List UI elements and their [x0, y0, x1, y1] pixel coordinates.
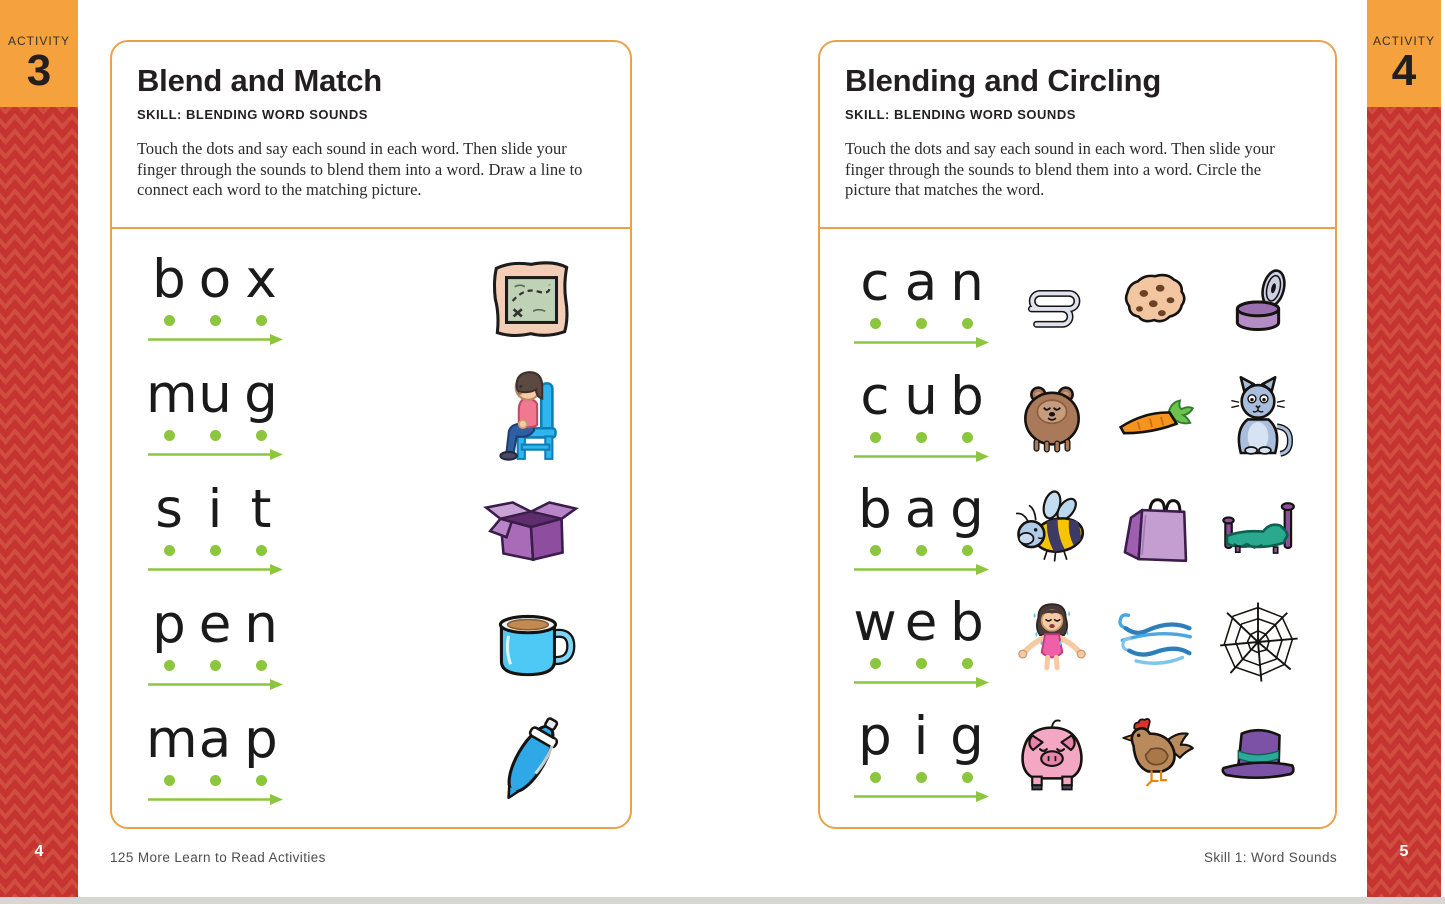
- sound-dots: [852, 772, 990, 783]
- blend-arrow-icon[interactable]: [852, 334, 990, 348]
- instructions: Touch the dots and say each sound in each word. Then slide your finger through the sounds to blend them into a word. Draw a line to connect each word to the matching picture.: [137, 139, 583, 200]
- dot-cell: [238, 545, 284, 556]
- girl-on-chair-picture[interactable]: [480, 363, 582, 465]
- word-letters: [146, 479, 284, 540]
- sound-dot[interactable]: [164, 775, 175, 786]
- word-letters: [852, 252, 990, 314]
- dot-cell: [238, 775, 284, 786]
- dot-cell: [146, 775, 192, 786]
- dot-cell: [944, 545, 990, 556]
- sound-dot[interactable]: [962, 658, 973, 669]
- sound-dot[interactable]: [870, 432, 881, 443]
- sound-dot[interactable]: [916, 432, 927, 443]
- right-edge-band: [1367, 0, 1441, 897]
- sound-dot[interactable]: [256, 315, 267, 326]
- letter: p: [244, 709, 278, 770]
- word-letters: [146, 364, 284, 425]
- letter: c: [860, 252, 890, 314]
- dot-cell: [852, 432, 898, 443]
- pig-picture[interactable]: [1009, 710, 1095, 802]
- letter: g: [244, 364, 278, 425]
- activity-tab-label: ACTIVITY: [1372, 34, 1435, 48]
- sound-dot[interactable]: [210, 775, 221, 786]
- dot-cell: [852, 772, 898, 783]
- sound-dot[interactable]: [870, 658, 881, 669]
- sound-dots: [852, 318, 990, 329]
- dot-cell: [146, 660, 192, 671]
- letter: u: [198, 364, 232, 425]
- treasure-map-picture[interactable]: [480, 248, 582, 350]
- word-box: [146, 249, 284, 345]
- instructions: Touch the dots and say each sound in each word. Then slide your finger through the sounds to blend them into a word. Circle the picture that matches the word.: [845, 139, 1275, 200]
- activity-tab-number: 4: [1391, 46, 1417, 95]
- letter: m: [146, 364, 198, 425]
- word-sit: [146, 479, 284, 575]
- sound-dot[interactable]: [962, 545, 973, 556]
- dot-cell: [238, 430, 284, 441]
- letter: g: [950, 478, 984, 540]
- dot-cell: [852, 318, 898, 329]
- letter: a: [904, 252, 938, 314]
- dot-cell: [192, 660, 238, 671]
- sound-dot[interactable]: [962, 432, 973, 443]
- letter: t: [250, 479, 272, 540]
- hen-picture[interactable]: [1112, 710, 1198, 802]
- dot-cell: [944, 658, 990, 669]
- dot-cell: [944, 318, 990, 329]
- dot-cell: [238, 315, 284, 326]
- sound-dots: [852, 432, 990, 443]
- word-row-mug: [112, 363, 630, 465]
- letter: w: [853, 592, 897, 654]
- word-row-box: [112, 248, 630, 350]
- word-row-web: [820, 592, 1335, 688]
- activity-card-blend-and-match: [110, 40, 632, 829]
- sound-dot[interactable]: [256, 545, 267, 556]
- sound-dot[interactable]: [870, 772, 881, 783]
- dot-cell: [898, 545, 944, 556]
- blend-arrow-icon[interactable]: [146, 676, 284, 690]
- carrot-picture[interactable]: [1112, 370, 1198, 462]
- picture-group: [480, 248, 582, 350]
- word-row-pig: [820, 705, 1335, 802]
- activity-tab-4: [1367, 0, 1441, 107]
- blend-arrow-icon[interactable]: [852, 674, 990, 688]
- word-letters: [852, 705, 990, 767]
- picture-group: [1009, 710, 1301, 802]
- word-row-bag: [820, 478, 1335, 575]
- activity-card-blending-and-circling: [818, 40, 1337, 829]
- sound-dot[interactable]: [164, 430, 175, 441]
- activity-tab-number: 3: [26, 46, 52, 95]
- letter: g: [950, 705, 984, 767]
- dot-cell: [898, 772, 944, 783]
- section-footer: Skill 1: Word Sounds: [1203, 850, 1337, 865]
- skill-line: SKILL: BLENDING WORD SOUNDS: [845, 107, 1076, 123]
- bee-picture[interactable]: [1009, 483, 1095, 575]
- letter: b: [152, 249, 186, 310]
- word-pen: [146, 594, 284, 690]
- sound-dot[interactable]: [916, 545, 927, 556]
- sound-dots: [146, 430, 284, 441]
- sound-dot[interactable]: [256, 775, 267, 786]
- dot-cell: [192, 545, 238, 556]
- sound-dot[interactable]: [256, 660, 267, 671]
- word-can: [852, 252, 990, 348]
- sound-dot[interactable]: [916, 658, 927, 669]
- blend-arrow-icon[interactable]: [146, 446, 284, 460]
- blend-arrow-icon[interactable]: [146, 331, 284, 345]
- cookie-picture[interactable]: [1112, 256, 1198, 348]
- letter: i: [207, 479, 223, 540]
- left-edge-band: [0, 0, 78, 897]
- letter: u: [904, 365, 938, 427]
- dot-cell: [944, 432, 990, 443]
- dot-cell: [898, 432, 944, 443]
- sound-dots: [852, 658, 990, 669]
- shopping-bag-picture[interactable]: [1112, 483, 1198, 575]
- mug-picture[interactable]: [480, 593, 582, 695]
- letter: o: [198, 249, 232, 310]
- paperclip-picture[interactable]: [1009, 256, 1095, 348]
- word-map: [146, 709, 284, 805]
- picture-group: [1009, 370, 1301, 462]
- word-letters: [852, 478, 990, 540]
- picture-group: [480, 593, 582, 695]
- dot-cell: [898, 318, 944, 329]
- word-letters: [852, 365, 990, 427]
- blend-arrow-icon[interactable]: [852, 561, 990, 575]
- sound-dot[interactable]: [916, 318, 927, 329]
- letter: i: [913, 705, 929, 767]
- word-row-can: [820, 252, 1335, 348]
- sound-dot[interactable]: [916, 772, 927, 783]
- sound-dots: [852, 545, 990, 556]
- bear-cub-picture[interactable]: [1009, 370, 1095, 462]
- skill-line: SKILL: BLENDING WORD SOUNDS: [137, 107, 368, 123]
- word-cub: [852, 365, 990, 462]
- blend-arrow-icon[interactable]: [852, 448, 990, 462]
- dot-cell: [146, 315, 192, 326]
- letter: x: [245, 249, 277, 310]
- word-mug: [146, 364, 284, 460]
- letter: b: [950, 365, 984, 427]
- word-web: [852, 592, 990, 688]
- word-pig: [852, 705, 990, 802]
- sound-dot[interactable]: [870, 318, 881, 329]
- dot-cell: [898, 658, 944, 669]
- word-rows: [820, 231, 1335, 827]
- sound-dot[interactable]: [210, 315, 221, 326]
- sound-dot[interactable]: [210, 430, 221, 441]
- sound-dot[interactable]: [164, 660, 175, 671]
- word-row-sit: [112, 478, 630, 580]
- word-letters: [852, 592, 990, 654]
- picture-group: [480, 708, 582, 810]
- blend-arrow-icon[interactable]: [852, 788, 990, 802]
- letter: m: [146, 709, 198, 770]
- activity-tab-label: ACTIVITY: [7, 34, 70, 48]
- dot-cell: [146, 545, 192, 556]
- dot-cell: [192, 430, 238, 441]
- letter: p: [858, 705, 892, 767]
- letter: p: [152, 594, 186, 655]
- book-footer: 125 More Learn to Read Activities: [110, 850, 326, 865]
- letter: s: [155, 479, 183, 540]
- page-edge: [0, 897, 1445, 904]
- letter: b: [950, 592, 984, 654]
- word-rows: [112, 231, 630, 827]
- spider-web-picture[interactable]: [1215, 596, 1301, 688]
- chevron-pattern: [1367, 107, 1441, 897]
- dot-cell: [146, 430, 192, 441]
- letter: n: [950, 252, 984, 314]
- picture-group: [1009, 256, 1301, 348]
- card-header: [820, 42, 1335, 229]
- letter: n: [244, 594, 278, 655]
- letter: c: [860, 365, 890, 427]
- dot-cell: [192, 775, 238, 786]
- dot-cell: [852, 658, 898, 669]
- blend-arrow-icon[interactable]: [146, 791, 284, 805]
- picture-group: [480, 478, 582, 580]
- word-bag: [852, 478, 990, 575]
- sound-dot[interactable]: [962, 318, 973, 329]
- wind-picture[interactable]: [1112, 596, 1198, 688]
- picture-group: [480, 363, 582, 465]
- word-row-cub: [820, 365, 1335, 462]
- sound-dots: [146, 775, 284, 786]
- cat-picture[interactable]: [1215, 370, 1301, 462]
- page-number-right: 5: [1399, 843, 1409, 860]
- picture-group: [1009, 596, 1301, 688]
- tin-can-picture[interactable]: [1215, 256, 1301, 348]
- top-hat-picture[interactable]: [1215, 710, 1301, 802]
- dot-cell: [944, 772, 990, 783]
- word-row-pen: [112, 593, 630, 695]
- pen-picture[interactable]: [480, 708, 582, 810]
- sound-dots: [146, 545, 284, 556]
- letter: e: [198, 594, 232, 655]
- letter: a: [198, 709, 232, 770]
- open-box-picture[interactable]: [480, 478, 582, 580]
- sound-dot[interactable]: [256, 430, 267, 441]
- page-title: Blending and Circling: [845, 63, 1162, 98]
- sound-dot[interactable]: [210, 545, 221, 556]
- letter: b: [858, 478, 892, 540]
- sound-dot[interactable]: [962, 772, 973, 783]
- dot-cell: [238, 660, 284, 671]
- bed-picture[interactable]: [1215, 483, 1301, 575]
- letter: a: [904, 478, 938, 540]
- activity-tab-3: [0, 0, 78, 107]
- letter: e: [904, 592, 938, 654]
- card-header: [112, 42, 630, 229]
- dot-cell: [192, 315, 238, 326]
- wet-girl-picture[interactable]: [1009, 596, 1095, 688]
- word-letters: [146, 594, 284, 655]
- word-letters: [146, 709, 284, 770]
- blend-arrow-icon[interactable]: [146, 561, 284, 575]
- sound-dot[interactable]: [164, 315, 175, 326]
- page-title: Blend and Match: [137, 63, 383, 98]
- dot-cell: [852, 545, 898, 556]
- chevron-pattern: [0, 107, 78, 897]
- word-row-map: [112, 708, 630, 810]
- sound-dots: [146, 660, 284, 671]
- sound-dot[interactable]: [164, 545, 175, 556]
- page-number-left: 4: [34, 843, 44, 860]
- sound-dot[interactable]: [870, 545, 881, 556]
- sound-dots: [146, 315, 284, 326]
- word-letters: [146, 249, 284, 310]
- sound-dot[interactable]: [210, 660, 221, 671]
- picture-group: [1009, 483, 1301, 575]
